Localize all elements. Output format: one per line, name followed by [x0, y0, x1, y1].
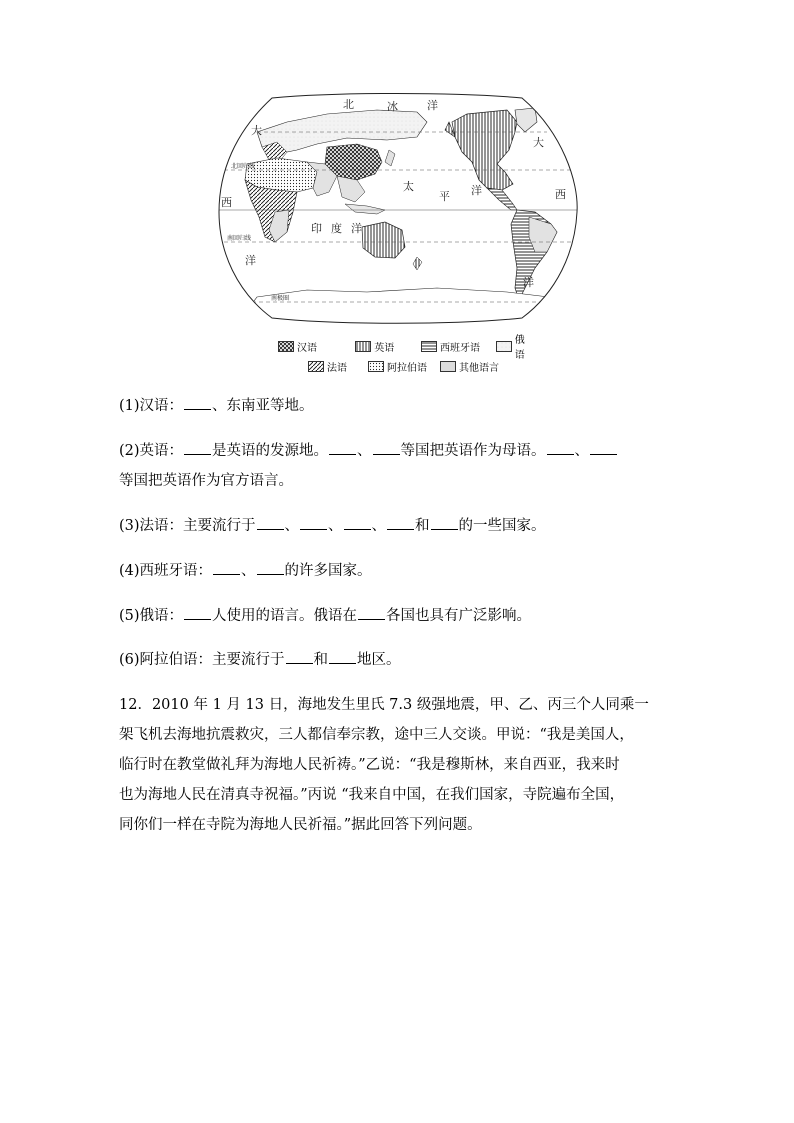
answer-blank[interactable] — [329, 441, 356, 455]
problem-12-line: 临行时在教堂做礼拜为海地人民祈祷。”乙说：“我是穆斯林，来自西亚，我来时 — [119, 757, 620, 773]
q2-text-f: 等国把英语作为官方语言。 — [119, 473, 293, 489]
question-6 — [119, 645, 401, 675]
map-label-da-right: 大 — [533, 136, 544, 149]
legend-label: 汉语 — [297, 342, 317, 354]
answer-blank[interactable] — [329, 650, 356, 664]
q3-text-b: 、 — [284, 518, 300, 534]
question-2 — [119, 436, 618, 466]
legend-item-russian — [496, 331, 534, 361]
map-label-bing: 冰 — [387, 100, 398, 113]
legend-item-arabic — [368, 359, 440, 374]
q6-text-a: (6)阿拉伯语：主要流行于 — [119, 652, 285, 668]
legend-swatch-horizontal — [421, 341, 437, 352]
q3-text-a: (3)法语：主要流行于 — [119, 518, 256, 534]
map-label-yang-pac: 洋 — [471, 184, 482, 197]
q2-text-a: (2)英语： — [119, 443, 184, 459]
answer-blank[interactable] — [373, 441, 400, 455]
q3-text-e: 和 — [415, 518, 430, 534]
world-language-map — [217, 92, 579, 324]
q5-text-b: 人使用的语言。俄语在 — [212, 608, 358, 624]
legend-label: 西班牙语 — [439, 342, 480, 354]
problem-12 — [119, 690, 679, 840]
map-label-yang-left: 洋 — [245, 254, 256, 267]
map-label-xi-left: 西 — [221, 196, 232, 209]
legend-item-other — [440, 359, 518, 374]
legend-swatch-vertical — [355, 341, 371, 352]
q5-text-c: 各国也具有广泛影响。 — [386, 608, 532, 624]
answer-blank[interactable] — [184, 606, 211, 620]
problem-12-line: 12．2010 年 1 月 13 日，海地发生里氏 7.3 级强地震，甲、乙、丙三个人同乘一 — [119, 697, 649, 713]
q2-text-b: 是英语的发源地。 — [212, 443, 329, 459]
problem-12-line: 架飞机去海地抗震救灾，三人都信奉宗教，途中三人交谈。甲说：“我是美国人， — [119, 727, 634, 743]
q4-text-b: 、 — [241, 563, 256, 579]
answer-blank[interactable] — [184, 396, 211, 410]
legend-label: 英语 — [374, 342, 395, 354]
map-label-da-left: 大 — [251, 124, 262, 137]
q3-text-f: 的一些国家。 — [458, 518, 546, 534]
question-2-cont — [119, 466, 293, 496]
answer-blank[interactable] — [344, 516, 371, 530]
answer-blank[interactable] — [358, 606, 385, 620]
legend-swatch-light — [496, 341, 511, 352]
legend-item-english — [355, 339, 421, 354]
q6-text-b: 和 — [313, 652, 329, 668]
legend-item-french — [308, 359, 368, 374]
answer-blank[interactable] — [213, 561, 240, 575]
map-label-ping: 平 — [439, 190, 450, 203]
q3-text-c: 、 — [328, 518, 343, 534]
answer-blank[interactable] — [257, 561, 284, 575]
map-label-du: 度 — [331, 222, 342, 235]
problem-12-line: 同你们一样在寺院为海地人民祈福。”据此回答下列问题。 — [119, 817, 482, 833]
legend-label: 阿拉伯语 — [387, 362, 427, 374]
q6-text-c: 地区。 — [357, 652, 401, 668]
map-label-antarctic-circle: 南极圈 — [271, 295, 290, 302]
q2-text-d: 等国把英语作为母语。 — [400, 443, 546, 459]
question-3 — [119, 511, 546, 541]
answer-blank[interactable] — [547, 441, 574, 455]
map-globe — [217, 92, 579, 324]
legend-label: 其他语言 — [459, 362, 499, 374]
map-label-bei: 北 — [343, 98, 354, 111]
map-label-yang-right: 洋 — [523, 276, 534, 289]
legend-label: 法语 — [327, 362, 347, 374]
answer-blank[interactable] — [387, 516, 414, 530]
map-label-tropic-cancer: 北回归线 — [231, 163, 256, 170]
map-label-xi-right: 西 — [555, 188, 566, 201]
q4-text-a: (4)西班牙语： — [119, 563, 213, 579]
question-5 — [119, 601, 531, 631]
q2-text-c: 、 — [357, 443, 372, 459]
q1-text-a: (1)汉语： — [119, 398, 184, 414]
map-label-tropic-capricorn: 南回归线 — [227, 235, 252, 242]
legend-item-chinese — [278, 339, 355, 354]
legend-swatch-gray — [440, 361, 456, 372]
map-label-yang-ind: 洋 — [351, 222, 362, 235]
q1-text-b: 、东南亚等地。 — [212, 398, 314, 414]
question-1 — [119, 391, 314, 421]
question-4 — [119, 556, 372, 586]
answer-blank[interactable] — [286, 650, 313, 664]
legend-label: 俄语 — [514, 335, 525, 361]
map-label-yang-top: 洋 — [427, 99, 438, 112]
legend-swatch-diagonal — [308, 361, 324, 372]
q2-text-e: 、 — [574, 443, 590, 459]
answer-blank[interactable] — [184, 441, 211, 455]
map-label-tai: 太 — [403, 180, 414, 193]
map-label-yin: 印 — [311, 222, 322, 235]
legend-item-spanish — [421, 339, 496, 354]
answer-blank[interactable] — [257, 516, 284, 530]
answer-blank[interactable] — [300, 516, 327, 530]
q3-text-d: 、 — [371, 518, 387, 534]
legend-swatch-dots — [368, 361, 384, 372]
answer-blank[interactable] — [431, 516, 458, 530]
q4-text-c: 的许多国家。 — [284, 563, 372, 579]
answer-blank[interactable] — [590, 441, 617, 455]
problem-12-line: 也为海地人民在清真寺祝福。”丙说 “我来自中国，在我们国家，寺院遍布全国， — [119, 787, 625, 803]
legend-swatch-crosshatch — [278, 341, 294, 352]
q5-text-a: (5)俄语： — [119, 608, 184, 624]
map-legend — [278, 336, 548, 376]
